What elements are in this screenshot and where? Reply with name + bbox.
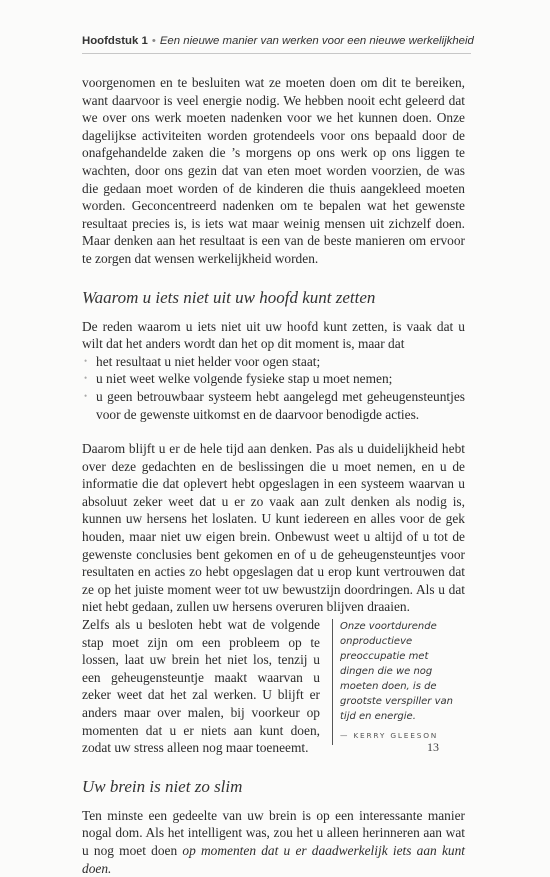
list-item-text: u geen betrouwbaar systeem hebt aangelegd met geheugensteuntjes voor de gewenste uitkomst en de daarvoor benodigde acties.	[96, 388, 465, 422]
paragraph-with-sidebar	[82, 616, 465, 757]
chapter-label: Hoofdstuk 1	[82, 35, 148, 47]
list-item	[82, 353, 465, 371]
paragraph-1: voorgenomen en te besluiten wat ze moeten doen om dit te bereiken, want daarvoor is veel energie nodig. We hebben nooit echt geleerd dat we over ons werk moeten nadenken voor we het kunnen doen. Onze dagelijkse activiteiten worden grotendeels voor ons bepaald door de onafgehandelde zaken die ’s morgens op ons werk op ons liggen te wachten, door ons gezin dat van eten moet worden voorzien, de was die gedaan moet worden of de kinderen die thuis aangekleed moeten worden. Geconcentreerd nadenken om te bepalen wat het gewenste resultaat precies is, is iets wat maar weinig mensen uit zichzelf doen. Maar denken aan het resultaat is een van de beste manieren om ervoor te zorgen dat wensen werkelijkheid worden.	[82, 75, 465, 266]
section-heading-1: Waarom u iets niet uit uw hoofd kunt zetten	[82, 287, 376, 307]
paragraph-3: Daarom blijft u er de hele tijd aan denken. Pas als u duidelijkheid hebt over deze gedachten en de beslissingen die u moet nemen, en u de informatie die dat oplevert hebt opgeslagen in een systeem waarvan u absoluut zeker weet dat u er zo vaak aan zult denken als nodig is, kunnen uw hersens het loslaten. U kunt iedereen en alles voor de gek houden, maar niet uw eigen brein. Onbewust weet u altijd of u tot de gewenste conclusies bent gekomen en of u de geheugensteuntjes voor resultaten en acties zo hebt opgeslagen dat u erop kunt vertrouwen dat ze op het juiste moment weer tot uw bewustzijn doordringen. Als u dat niet hebt gedaan, zullen uw hersens overuren blijven draaien.	[82, 441, 465, 615]
chapter-title: Een nieuwe manier van werken voor een nieuwe werkelijkheid	[159, 35, 474, 47]
list-item	[82, 388, 465, 423]
header-separator: •	[151, 35, 156, 47]
running-header	[82, 35, 474, 47]
header-rule	[82, 53, 471, 54]
bullet-list	[82, 353, 465, 423]
list-item-text: u niet weet welke volgende fysieke stap u moet nemen;	[96, 371, 393, 387]
pull-quote-text: Onze voortdurende onproductieve preoccupatie met dingen die we nog moeten doen, is de grootste verspiller van tijd en energie.	[340, 621, 453, 723]
paragraph-2: De reden waarom u iets niet uit uw hoofd kunt zetten, is vaak dat u wilt dat het anders wordt dan het op dit moment is, maar dat	[82, 318, 465, 352]
pull-quote-attribution: — KERRY GLEESON	[340, 731, 439, 741]
page-body	[82, 74, 465, 877]
paragraph-5	[82, 807, 465, 877]
pull-quote	[332, 619, 465, 745]
bullet-marker: •	[84, 355, 88, 366]
bullet-marker: •	[84, 390, 88, 401]
section-heading-2: Uw brein is niet zo slim	[82, 776, 243, 796]
list-item	[82, 370, 465, 388]
page-number: 13	[427, 740, 439, 754]
paragraph-5-text: Ten minste een gedeelte van uw brein is op een interessante manier nogal dom. Als het intelligent was, zou het u alleen herinneren aan wat u nog moet doen	[82, 807, 465, 858]
bullet-marker: •	[84, 373, 88, 384]
paragraph-5-emphasis: op momenten dat u er daadwerkelijk iets aan kunt doen.	[82, 842, 465, 876]
list-item-text: het resultaat u niet helder voor ogen staat;	[96, 353, 321, 369]
paragraph-4: Zelfs als u besloten hebt wat de volgende stap moet zijn om een probleem op te lossen, laat uw brein het niet los, tenzij u een geheugensteuntje maakt waarvan u zeker weet dat het zal werken. U blijft er anders maar over malen, bij voorkeur op momenten dat u er niets aan kunt doen, zodat uw stress alleen nog maar toeneemt.	[82, 617, 320, 756]
